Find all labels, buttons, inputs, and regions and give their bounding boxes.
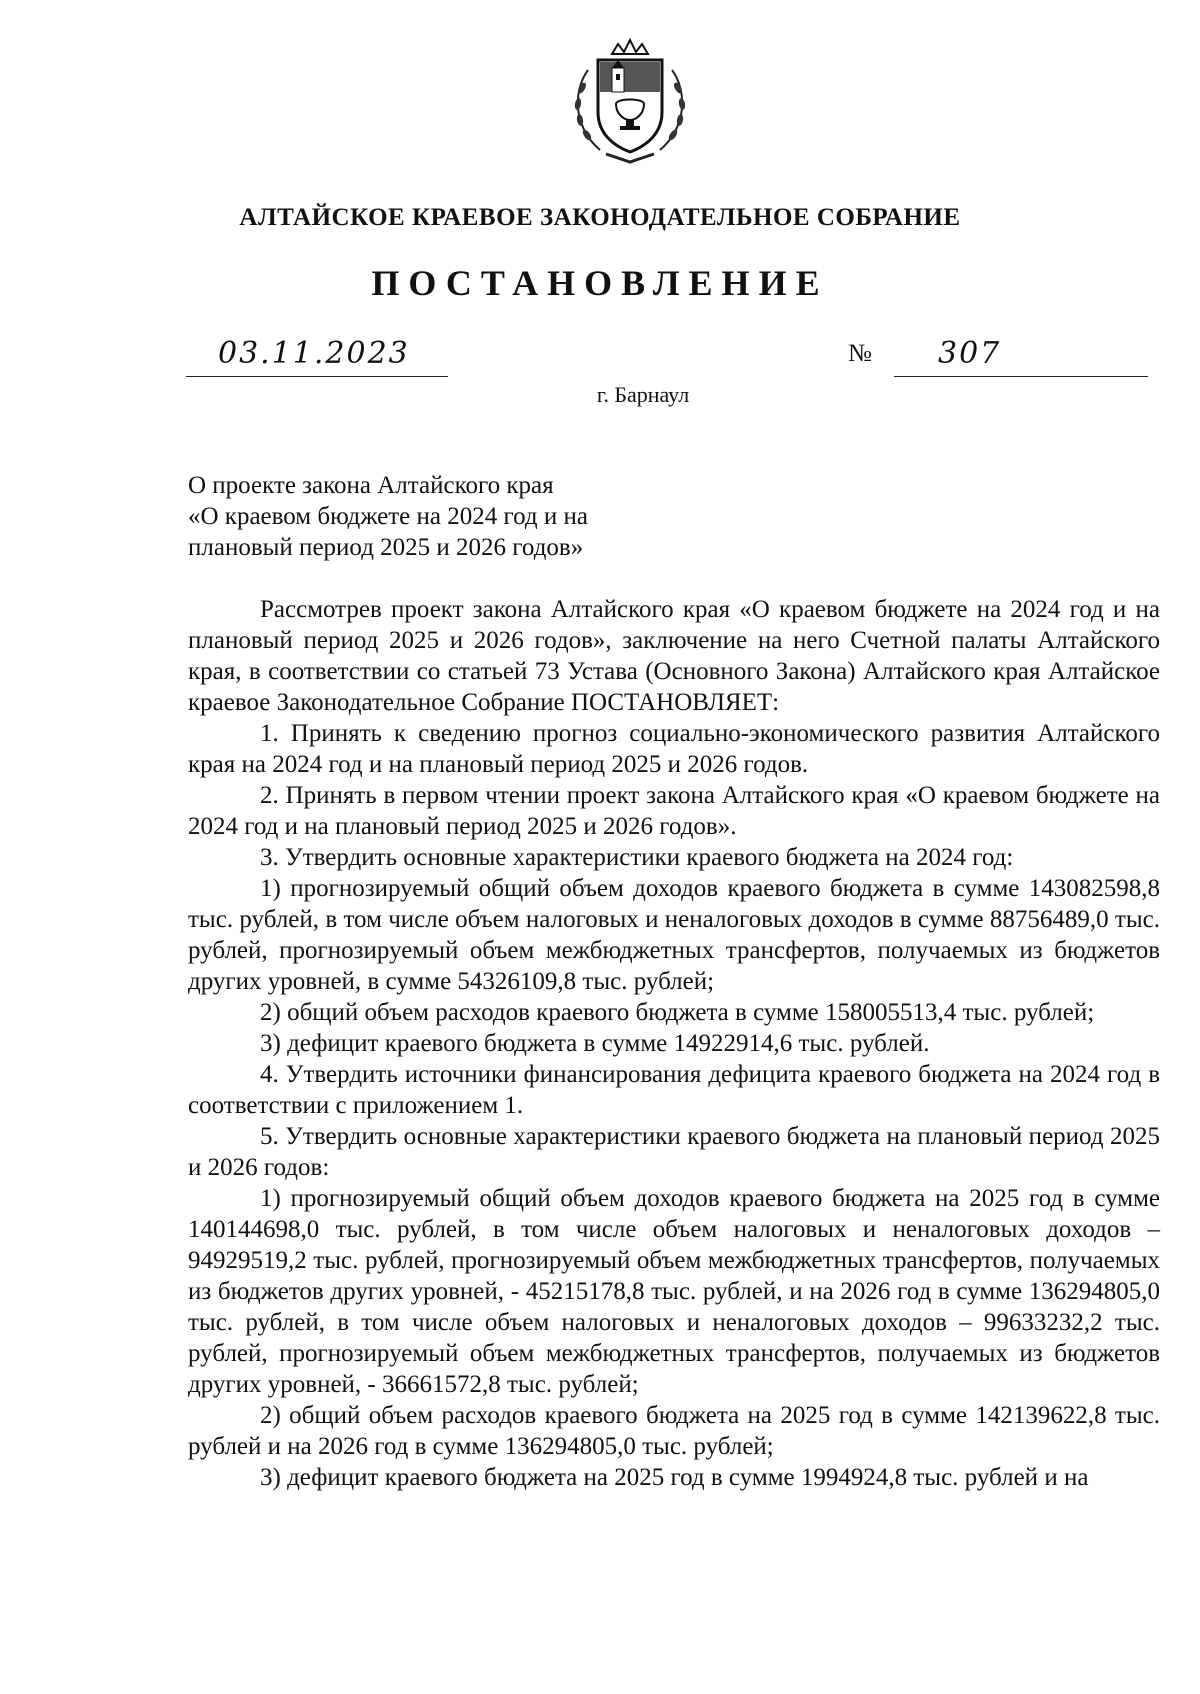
paragraph-item-4: 4. Утвердить источники финансирования дефицита краевого бюджета на 2024 год в соответствии с приложением 1. bbox=[188, 1061, 1160, 1119]
paragraph-item-1: 1. Принять к сведению прогноз социально-экономического развития Алтайского края на 2024 год и на плановый период 2025 и 2026 годов. bbox=[188, 720, 1160, 778]
number-underline bbox=[894, 336, 1148, 377]
paragraph-subitem-5-2: 2) общий объем расходов краевого бюджета на 2025 год в сумме 142139622,8 тыс. рублей и на 2026 год в сумме 136294805,0 тыс. рублей; bbox=[188, 1402, 1160, 1460]
paragraph-subitem-3-2: 2) общий объем расходов краевого бюджета в сумме 158005513,4 тыс. рублей; bbox=[260, 999, 1095, 1026]
paragraph-subitem-5-1: 1) прогнозируемый общий объем доходов краевого бюджета на 2025 год в сумме 140144698,0 тыс. рублей, в том числе объем налоговых и неналоговых доходов – 94929519,2 тыс. рублей, прогнозируемый объем межбюджетных трансфертов, получаемых из бюджетов других уровней, - 45215178,8 тыс. рублей, и на 2026 год в сумме 136294805,0 тыс. рублей, в том числе объем налоговых и неналоговых доходов – 99633232,2 тыс. рублей, прогнозируемый объем межбюджетных трансфертов, получаемых из бюджетов других уровней, - 36661572,8 тыс. рублей; bbox=[188, 1185, 1160, 1398]
document-date: 03.11.2023 bbox=[186, 336, 448, 377]
paragraph-preamble: Рассмотрев проект закона Алтайского края «О краевом бюджете на 2024 год и на плановый период 2025 и 2026 годов», заключение на него Счетной палаты Алтайского края, в соответствии со статьей 73 Устава (Основного Закона) Алтайского края Алтайское краевое Законодательное Собрание ПОСТАНОВЛЯЕТ: bbox=[188, 596, 1160, 716]
number-sign: № bbox=[848, 340, 872, 367]
subject-line: плановый период 2025 и 2026 годов» bbox=[188, 534, 584, 561]
document-subject bbox=[188, 470, 658, 563]
coat-of-arms-icon bbox=[560, 30, 700, 170]
paragraph-item-3: 3. Утвердить основные характеристики краевого бюджета на 2024 год: bbox=[260, 844, 1014, 871]
paragraph-subitem-3-3: 3) дефицит краевого бюджета в сумме 14922914,6 тыс. рублей. bbox=[260, 1030, 930, 1057]
paragraph-item-2: 2. Принять в первом чтении проект закона Алтайского края «О краевом бюджете на 2024 год и на плановый период 2025 и 2026 годов». bbox=[188, 782, 1160, 840]
document-type-title: ПОСТАНОВЛЕНИЕ bbox=[371, 263, 829, 303]
subject-line: О проекте закона Алтайского края bbox=[188, 472, 554, 499]
subject-line: «О краевом бюджете на 2024 год и на bbox=[188, 503, 588, 530]
organization-name: АЛТАЙСКОЕ КРАЕВОЕ ЗАКОНОДАТЕЛЬНОЕ СОБРАНИЕ bbox=[239, 204, 961, 231]
city: г. Барнаул bbox=[596, 382, 690, 407]
paragraph-subitem-5-3: 3) дефицит краевого бюджета на 2025 год в сумме 1994924,8 тыс. рублей и на bbox=[260, 1464, 1089, 1491]
paragraph-subitem-3-1: 1) прогнозируемый общий объем доходов краевого бюджета в сумме 143082598,8 тыс. рублей, в том числе объем налоговых и неналоговых доходов в сумме 88756489,0 тыс. рублей, прогнозируемый объем межбюджетных трансфертов, получаемых из бюджетов других уровней, в сумме 54326109,8 тыс. рублей; bbox=[188, 875, 1160, 995]
document-number: 307 bbox=[938, 336, 1002, 371]
document-body bbox=[188, 594, 1160, 1493]
date-field bbox=[186, 336, 448, 377]
paragraph-item-5: 5. Утвердить основные характеристики краевого бюджета на плановый период 2025 и 2026 годов: bbox=[188, 1123, 1160, 1181]
